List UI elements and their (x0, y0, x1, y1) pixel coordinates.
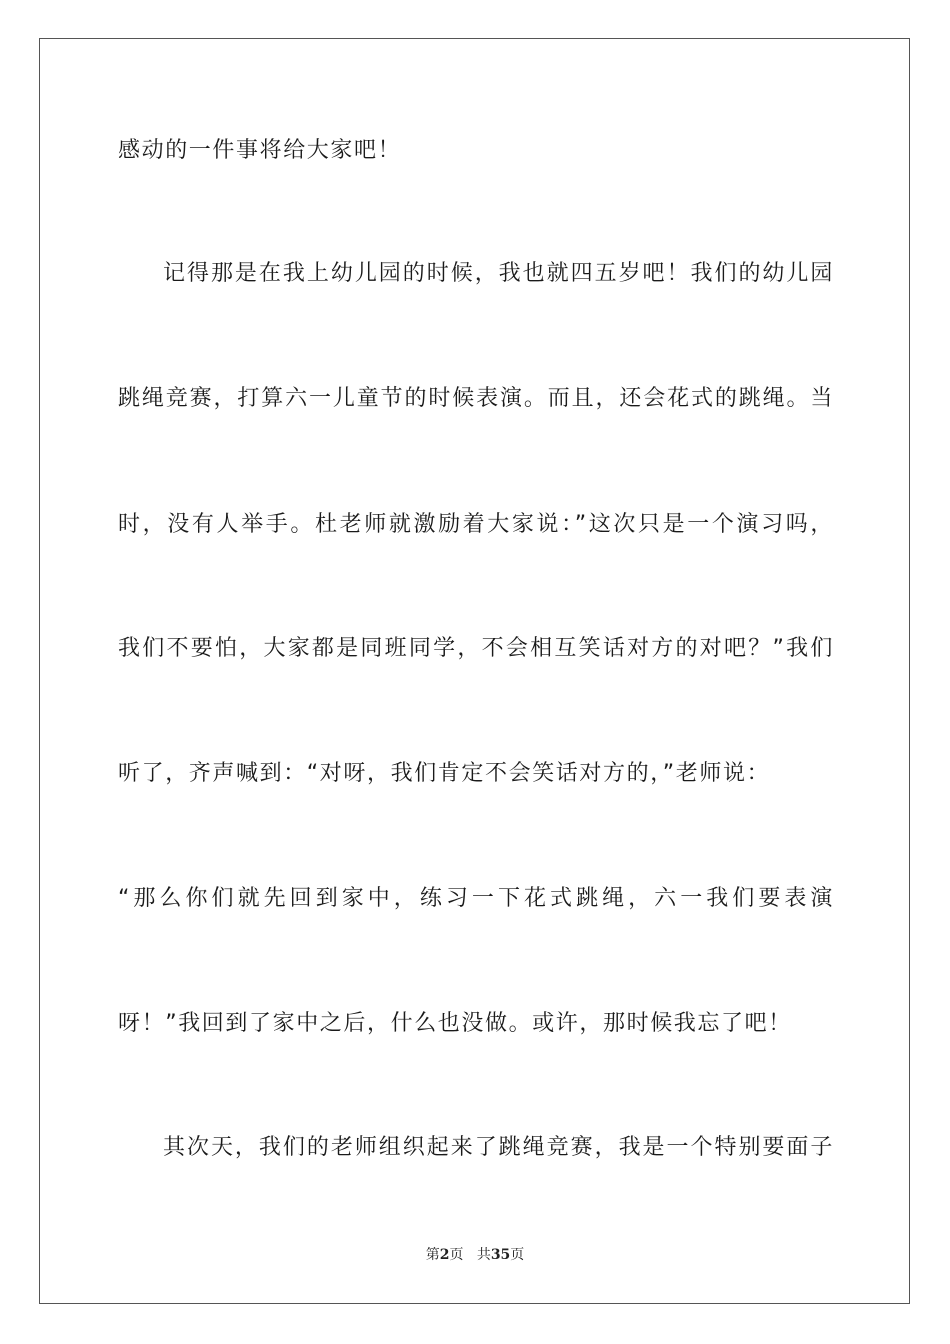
page-prefix: 第 (425, 1247, 440, 1263)
paragraph-line-2: 记得那是在我上幼儿园的时候，我也就四五岁吧！我们的幼儿园 (163, 261, 834, 286)
total-pages: 35 (490, 1247, 511, 1263)
page-border (39, 38, 910, 1304)
paragraph-line-7: “那么你们就先回到家中，练习一下花式跳绳，六一我们要表演 (118, 886, 834, 911)
paragraph-line-1: 感动的一件事将给大家吧！ (118, 138, 402, 163)
paragraph-line-3: 跳绳竞赛，打算六一儿童节的时候表演。而且，还会花式的跳绳。当 (118, 386, 834, 411)
paragraph-line-5: 我们不要怕，大家都是同班同学，不会相互笑话对方的对吧？”我们 (118, 636, 834, 661)
total-prefix: 共 (476, 1247, 491, 1263)
total-suffix: 页 (510, 1247, 525, 1263)
paragraph-line-6: 听了，齐声喊到：“对呀，我们肯定不会笑话对方的，”老师说： (118, 761, 771, 786)
page-footer (0, 1246, 950, 1264)
paragraph-line-4: 时，没有人举手。杜老师就激励着大家说：”这次只是一个演习吗， (118, 512, 834, 537)
page-number: 2 (439, 1247, 450, 1263)
paragraph-line-8: 呀！”我回到了家中之后，什么也没做。或许，那时候我忘了吧！ (118, 1011, 792, 1036)
paragraph-line-9: 其次天，我们的老师组织起来了跳绳竞赛，我是一个特别要面子 (163, 1135, 834, 1160)
page-suffix: 页 (449, 1247, 464, 1263)
